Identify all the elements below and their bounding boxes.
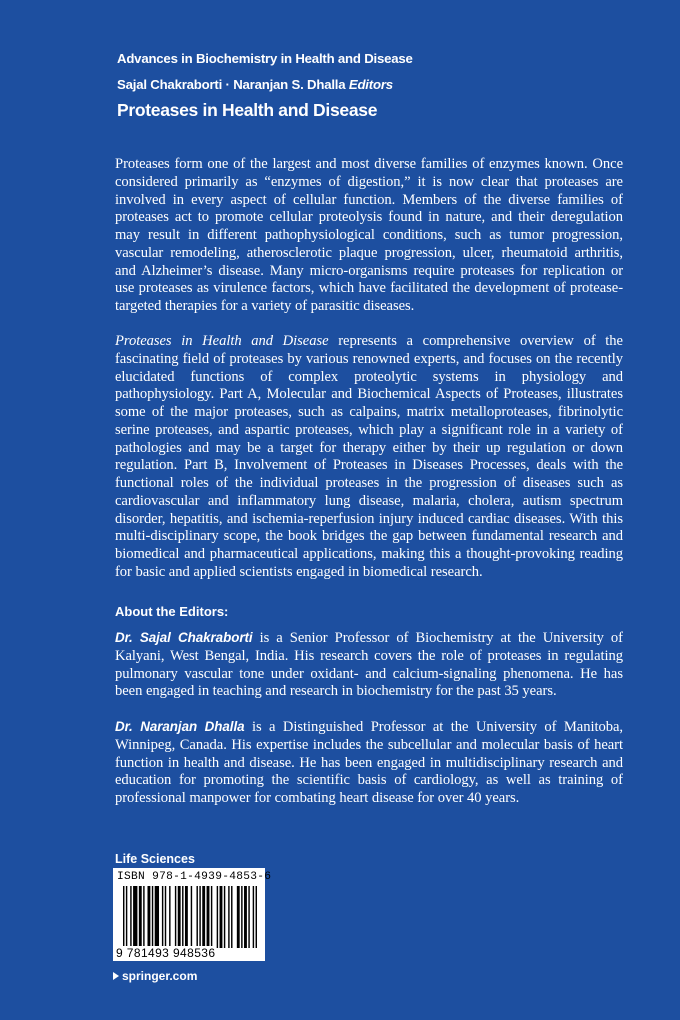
editor-2-text: is a Distinguished Professor at the University of Manitoba, Winnipeg, Canada. His expertise includes the subcellular and molecular basis of heart function in health and disease. He has been engaged in multidisciplinary research and education for promoting the scientific basis of cardiology, as well as training of professional manpower for combating heart disease for over 40 years. (115, 719, 623, 806)
barcode-bar (139, 886, 142, 948)
barcode-bar (126, 886, 127, 948)
barcode-bar (217, 886, 218, 948)
subject-category: Life Sciences (115, 852, 195, 866)
barcode-bar (196, 886, 197, 948)
barcode-bar (207, 886, 210, 948)
editor-1-name: Dr. Sajal Chakraborti (115, 630, 253, 645)
barcode-bar (162, 886, 163, 948)
barcode-block (113, 868, 272, 961)
barcode-bar (244, 886, 247, 948)
barcode-bar (253, 886, 254, 948)
editor-1-bio (115, 629, 623, 701)
barcode-bar (175, 886, 176, 948)
barcode-bar (130, 886, 131, 948)
arrow-right-icon (113, 972, 119, 980)
barcode-bar (202, 886, 205, 948)
barcode-digits: 9 781493 948536 (116, 946, 216, 960)
barcode-bar (182, 886, 183, 948)
book-title: Proteases in Health and Disease (117, 100, 378, 120)
barcode-bar (256, 886, 257, 948)
description-paragraph-2 (115, 333, 623, 582)
editors-line (117, 77, 393, 92)
barcode-bar (199, 886, 200, 948)
barcode-bar (155, 886, 159, 948)
barcode-bar (231, 886, 232, 948)
website-url[interactable]: springer.com (122, 969, 198, 983)
barcode-bar (224, 886, 225, 948)
barcode-bar (228, 886, 229, 948)
description-paragraph-1: Proteases form one of the largest and most diverse families of enzymes known. Once considered primarily as “enzymes of digestion,” it is now clear that proteases are involved in every aspect of cellular function. Members of the diverse families of proteases act to promote cellular proteolysis found in nature, and their deregulation may result in different pathophysiological conditions, such as tumor progression, vascular remodeling, atherosclerotic plaque progression, ulcer, rheumatoid arthritis, and Alzheimer’s disease. Many micro-organisms require proteases for replication or use proteases as virulence factors, which have facilitated the development of protease-targeted therapies for a variety of parasitic diseases. (115, 156, 623, 314)
editor-2-name: Dr. Naranjan Dhalla (115, 719, 245, 734)
publisher-website[interactable] (113, 969, 197, 983)
barcode-bar (237, 886, 240, 948)
editor-2-bio (115, 718, 623, 808)
barcode-bar (191, 886, 192, 948)
barcode-bar (211, 886, 212, 948)
barcode-bar (248, 886, 249, 948)
description-paragraph-2-text: represents a comprehensive overview of the fascinating field of proteases by various renowned experts, and focuses on the recently elucidated functions of complex proteolytic systems in physiology and pathophysiology. Part A, Molecular and Biochemical Aspects of Proteases, illustrates some of the major proteases, such as calpains, matrix metalloproteases, fibrinolytic serine proteases, and aspartic proteases, which play a significant role in a variety of pathologies and may be a target for therapy either by their up regulation or down regulation. Part B, Involvement of Proteases in Diseases Processes, deals with the functional roles of the individual proteases in the progression of diseases such as cardiovascular and inflammatory lung disease, malaria, cholera, autism spectrum disorder, hepatitis, and ischemia-reperfusion injury induced cardiac diseases. With this multi-disciplinary scope, the book bridges the gap between fundamental research and biomedical and pharmaceutical applications, making this a thought-provoking reading for basic and applied scientists engaged in biomedical research. (115, 333, 623, 580)
editor-names: Sajal Chakraborti · Naranjan S. Dhalla (117, 77, 346, 92)
barcode-bar (169, 886, 170, 948)
barcode-bar (143, 886, 144, 948)
isbn-label: ISBN 978-1-4939-4853-6 (117, 871, 272, 883)
barcode-bar (165, 886, 166, 948)
editors-role: Editors (348, 77, 393, 92)
barcode-bar (178, 886, 181, 948)
barcode-bar (185, 886, 188, 948)
barcode-bar (133, 886, 137, 948)
barcode (123, 886, 257, 948)
about-editors-heading: About the Editors: (115, 604, 229, 619)
title-reference: Proteases in Health and Disease (115, 333, 329, 349)
barcode-bar (147, 886, 150, 948)
barcode-bar (220, 886, 223, 948)
barcode-bar (241, 886, 242, 948)
series-title: Advances in Biochemistry in Health and Disease (117, 51, 413, 66)
barcode-bar (123, 886, 124, 948)
editor-1-text: is a Senior Professor of Biochemistry at the University of Kalyani, West Bengal, India. His research covers the role of proteases in regulating pulmonary vascular tone under oxidant- and calcium-signaling phenomena. He has been engaged in teaching and research in biochemistry for the past 35 years. (115, 630, 623, 700)
barcode-bar (152, 886, 153, 948)
